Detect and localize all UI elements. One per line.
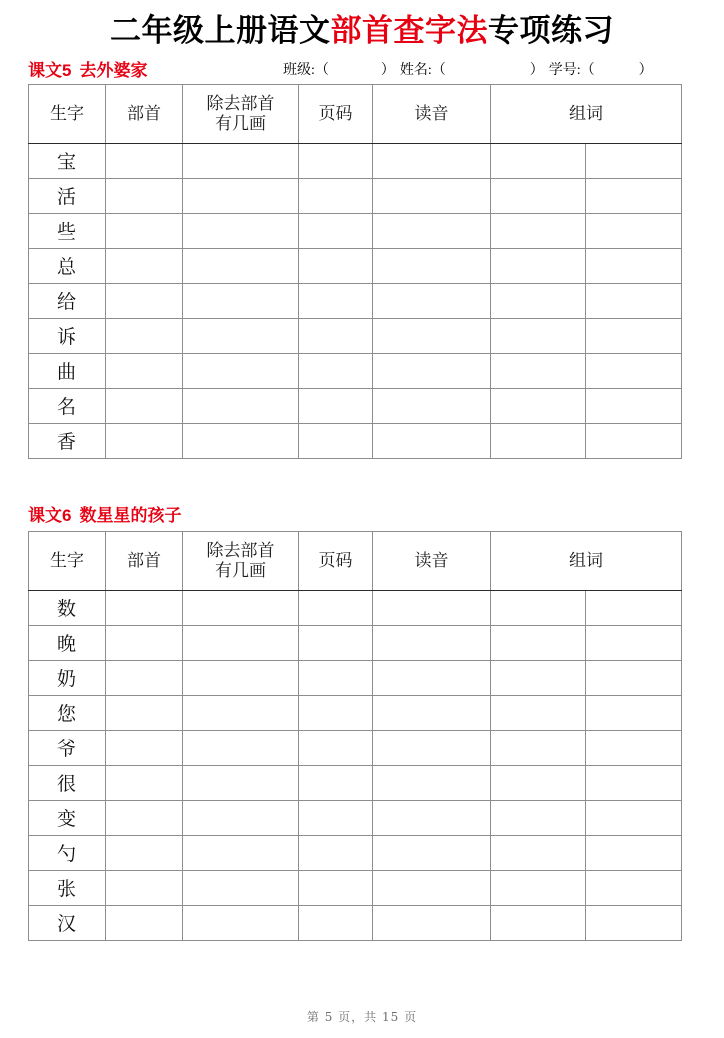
cell-zuci-2[interactable]	[586, 423, 682, 458]
cell-zuci-1[interactable]	[491, 318, 586, 353]
class-close-paren: ）	[380, 62, 395, 78]
column-header-bihua	[183, 84, 299, 143]
column-header-bushou: 部首	[106, 531, 183, 590]
lesson5-header-row	[0, 56, 724, 84]
cell-yema[interactable]	[299, 765, 373, 800]
cell-yema[interactable]	[299, 143, 373, 178]
cell-zuci-2[interactable]	[586, 625, 682, 660]
cell-bushou[interactable]	[106, 423, 183, 458]
title-segment-2: 部首查字法	[330, 13, 488, 49]
cell-bushou[interactable]	[106, 905, 183, 940]
cell-zuci-1[interactable]	[491, 660, 586, 695]
table-row	[29, 143, 682, 178]
cell-duyin[interactable]	[373, 590, 491, 625]
cell-zuci-2[interactable]	[586, 660, 682, 695]
cell-shengzi: 汉	[29, 905, 106, 940]
cell-duyin[interactable]	[373, 283, 491, 318]
cell-duyin[interactable]	[373, 730, 491, 765]
id-open-paren: （	[580, 62, 595, 78]
cell-zuci-2[interactable]	[586, 388, 682, 423]
cell-bihua[interactable]	[183, 695, 299, 730]
table-row	[29, 765, 682, 800]
cell-bihua[interactable]	[183, 590, 299, 625]
cell-yema[interactable]	[299, 423, 373, 458]
cell-bushou[interactable]	[106, 353, 183, 388]
table-row	[29, 835, 682, 870]
cell-yema[interactable]	[299, 213, 373, 248]
cell-shengzi: 变	[29, 800, 106, 835]
table-row	[29, 283, 682, 318]
column-header-shengzi: 生字	[29, 531, 106, 590]
cell-duyin[interactable]	[373, 695, 491, 730]
cell-duyin[interactable]	[373, 870, 491, 905]
name-label: 姓名:	[399, 62, 432, 78]
cell-shengzi: 晚	[29, 625, 106, 660]
class-open-paren: （	[314, 62, 329, 78]
title-segment-3: 专项练习	[488, 13, 614, 49]
cell-zuci-2[interactable]	[586, 870, 682, 905]
cell-bihua[interactable]	[183, 730, 299, 765]
table-row	[29, 213, 682, 248]
table-row	[29, 870, 682, 905]
name-open-paren: （	[431, 62, 446, 78]
column-header-duyin: 读音	[373, 531, 491, 590]
cell-bushou[interactable]	[106, 765, 183, 800]
cell-duyin[interactable]	[373, 423, 491, 458]
cell-bushou[interactable]	[106, 870, 183, 905]
cell-zuci-1[interactable]	[491, 283, 586, 318]
cell-duyin[interactable]	[373, 353, 491, 388]
cell-bushou[interactable]	[106, 590, 183, 625]
lesson-number-6: 课文6	[28, 505, 72, 525]
cell-shengzi: 很	[29, 765, 106, 800]
section-spacer	[0, 459, 724, 501]
cell-zuci-2[interactable]	[586, 213, 682, 248]
table-row	[29, 353, 682, 388]
cell-yema[interactable]	[299, 590, 373, 625]
table-row	[29, 423, 682, 458]
table-row	[29, 248, 682, 283]
cell-bihua[interactable]	[183, 213, 299, 248]
cell-shengzi: 爷	[29, 730, 106, 765]
cell-duyin[interactable]	[373, 388, 491, 423]
cell-bihua[interactable]	[183, 388, 299, 423]
cell-yema[interactable]	[299, 388, 373, 423]
column-header-bihua-line2: 有几画	[215, 113, 266, 134]
lesson5-word-table	[28, 84, 682, 459]
table-row	[29, 388, 682, 423]
lesson5-table-body	[29, 143, 682, 458]
table-row	[29, 318, 682, 353]
cell-bihua[interactable]	[183, 178, 299, 213]
cell-bushou[interactable]	[106, 283, 183, 318]
id-close-paren: ）	[638, 62, 653, 78]
cell-zuci-2[interactable]	[586, 765, 682, 800]
cell-bushou[interactable]	[106, 143, 183, 178]
cell-bihua[interactable]	[183, 905, 299, 940]
cell-zuci-1[interactable]	[491, 800, 586, 835]
cell-zuci-1[interactable]	[491, 423, 586, 458]
cell-zuci-2[interactable]	[586, 353, 682, 388]
cell-bushou[interactable]	[106, 660, 183, 695]
cell-bihua[interactable]	[183, 143, 299, 178]
cell-bushou[interactable]	[106, 178, 183, 213]
cell-bihua[interactable]	[183, 765, 299, 800]
column-header-duyin: 读音	[373, 84, 491, 143]
cell-yema[interactable]	[299, 905, 373, 940]
cell-zuci-2[interactable]	[586, 835, 682, 870]
cell-bushou[interactable]	[106, 318, 183, 353]
column-header-bushou: 部首	[106, 84, 183, 143]
cell-zuci-1[interactable]	[491, 590, 586, 625]
lesson-heading-5	[28, 56, 147, 81]
cell-zuci-2[interactable]	[586, 730, 682, 765]
column-header-zuci: 组词	[491, 84, 682, 143]
lesson6-table-body	[29, 590, 682, 940]
cell-shengzi: 香	[29, 423, 106, 458]
cell-zuci-2[interactable]	[586, 248, 682, 283]
cell-duyin[interactable]	[373, 143, 491, 178]
cell-yema[interactable]	[299, 695, 373, 730]
column-header-bihua	[183, 531, 299, 590]
cell-bihua[interactable]	[183, 835, 299, 870]
column-header-bihua-line1: 除去部首	[206, 540, 275, 561]
table-row	[29, 660, 682, 695]
cell-zuci-1[interactable]	[491, 730, 586, 765]
cell-yema[interactable]	[299, 178, 373, 213]
cell-zuci-1[interactable]	[491, 178, 586, 213]
table-row	[29, 625, 682, 660]
cell-duyin[interactable]	[373, 178, 491, 213]
cell-bihua[interactable]	[183, 423, 299, 458]
cell-zuci-2[interactable]	[586, 143, 682, 178]
cell-yema[interactable]	[299, 730, 373, 765]
student-info-line	[283, 59, 653, 79]
cell-duyin[interactable]	[373, 318, 491, 353]
cell-zuci-1[interactable]	[491, 213, 586, 248]
cell-shengzi: 活	[29, 178, 106, 213]
cell-bushou[interactable]	[106, 800, 183, 835]
cell-bushou[interactable]	[106, 248, 183, 283]
cell-duyin[interactable]	[373, 660, 491, 695]
cell-yema[interactable]	[299, 283, 373, 318]
cell-bushou[interactable]	[106, 835, 183, 870]
cell-bihua[interactable]	[183, 318, 299, 353]
table-header-row	[29, 531, 682, 590]
cell-yema[interactable]	[299, 835, 373, 870]
cell-shengzi: 数	[29, 590, 106, 625]
cell-yema[interactable]	[299, 353, 373, 388]
cell-zuci-1[interactable]	[491, 143, 586, 178]
cell-shengzi: 些	[29, 213, 106, 248]
cell-zuci-2[interactable]	[586, 590, 682, 625]
cell-bushou[interactable]	[106, 730, 183, 765]
cell-shengzi: 曲	[29, 353, 106, 388]
cell-zuci-1[interactable]	[491, 388, 586, 423]
lesson-title-6: 数星星的孩子	[79, 505, 182, 525]
cell-bihua[interactable]	[183, 870, 299, 905]
page-footer: 第 5 页，共 15 页	[306, 1010, 418, 1024]
cell-bihua[interactable]	[183, 248, 299, 283]
cell-zuci-2[interactable]	[586, 318, 682, 353]
cell-yema[interactable]	[299, 800, 373, 835]
lesson-number-5: 课文5	[28, 60, 72, 80]
table-row	[29, 905, 682, 940]
cell-bushou[interactable]	[106, 213, 183, 248]
cell-duyin[interactable]	[373, 905, 491, 940]
column-header-zuci: 组词	[491, 531, 682, 590]
cell-zuci-2[interactable]	[586, 695, 682, 730]
column-header-shengzi: 生字	[29, 84, 106, 143]
table-header-row	[29, 84, 682, 143]
id-label: 学号:	[548, 62, 581, 78]
column-header-yema: 页码	[299, 531, 373, 590]
lesson-heading-6	[28, 501, 724, 526]
cell-bushou[interactable]	[106, 625, 183, 660]
cell-zuci-1[interactable]	[491, 835, 586, 870]
worksheet-page	[0, 14, 724, 1038]
page-title	[0, 14, 724, 50]
cell-bihua[interactable]	[183, 283, 299, 318]
cell-shengzi: 您	[29, 695, 106, 730]
cell-shengzi: 宝	[29, 143, 106, 178]
cell-zuci-2[interactable]	[586, 283, 682, 318]
cell-duyin[interactable]	[373, 765, 491, 800]
column-header-bihua-line1: 除去部首	[206, 93, 275, 114]
cell-zuci-1[interactable]	[491, 353, 586, 388]
cell-shengzi: 奶	[29, 660, 106, 695]
cell-bihua[interactable]	[183, 353, 299, 388]
table-row	[29, 590, 682, 625]
class-label: 班级:	[283, 62, 315, 78]
cell-yema[interactable]	[299, 625, 373, 660]
cell-zuci-1[interactable]	[491, 765, 586, 800]
cell-duyin[interactable]	[373, 625, 491, 660]
cell-yema[interactable]	[299, 248, 373, 283]
table-row	[29, 178, 682, 213]
lesson6-word-table	[28, 531, 682, 941]
cell-bushou[interactable]	[106, 695, 183, 730]
table-row	[29, 730, 682, 765]
cell-duyin[interactable]	[373, 835, 491, 870]
title-segment-1: 二年级上册语文	[110, 13, 331, 49]
cell-zuci-2[interactable]	[586, 800, 682, 835]
cell-zuci-1[interactable]	[491, 905, 586, 940]
name-close-paren: ）	[529, 62, 544, 78]
cell-shengzi: 总	[29, 248, 106, 283]
cell-zuci-2[interactable]	[586, 178, 682, 213]
cell-zuci-2[interactable]	[586, 905, 682, 940]
cell-shengzi: 勺	[29, 835, 106, 870]
cell-yema[interactable]	[299, 870, 373, 905]
cell-yema[interactable]	[299, 660, 373, 695]
column-header-yema: 页码	[299, 84, 373, 143]
table-row	[29, 800, 682, 835]
cell-zuci-1[interactable]	[491, 248, 586, 283]
cell-zuci-1[interactable]	[491, 695, 586, 730]
cell-shengzi: 给	[29, 283, 106, 318]
cell-shengzi: 张	[29, 870, 106, 905]
cell-zuci-1[interactable]	[491, 870, 586, 905]
cell-duyin[interactable]	[373, 800, 491, 835]
cell-bihua[interactable]	[183, 660, 299, 695]
cell-duyin[interactable]	[373, 248, 491, 283]
cell-shengzi: 诉	[29, 318, 106, 353]
cell-duyin[interactable]	[373, 213, 491, 248]
lesson-title-5: 去外婆家	[79, 60, 148, 80]
cell-bihua[interactable]	[183, 800, 299, 835]
cell-shengzi: 名	[29, 388, 106, 423]
table-row	[29, 695, 682, 730]
cell-bushou[interactable]	[106, 388, 183, 423]
cell-yema[interactable]	[299, 318, 373, 353]
cell-zuci-1[interactable]	[491, 625, 586, 660]
column-header-bihua-line2: 有几画	[215, 560, 266, 581]
cell-bihua[interactable]	[183, 625, 299, 660]
